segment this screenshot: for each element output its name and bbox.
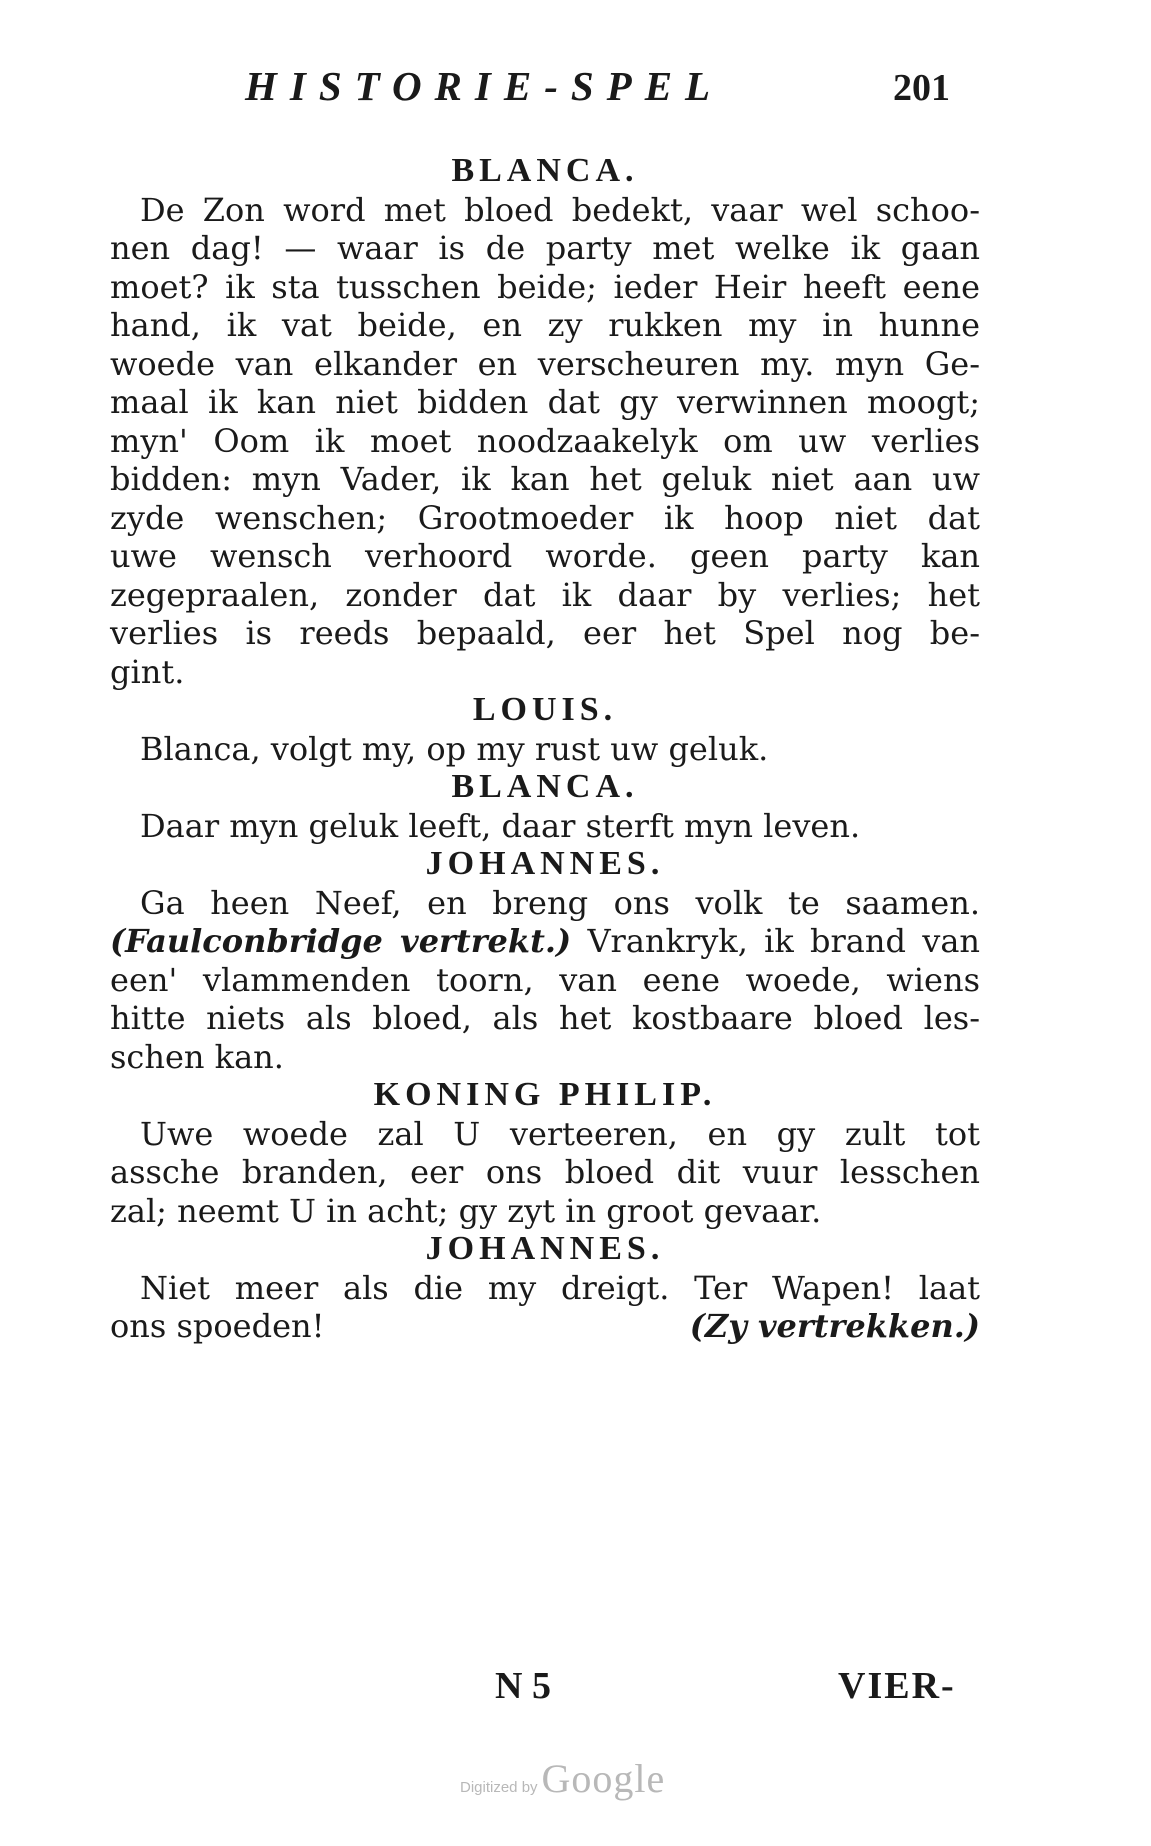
catchword: VIER- [838,1665,956,1707]
signature-mark: N 5 [495,1665,551,1707]
watermark-logo: Google [541,1756,666,1801]
running-title: HISTORIE-SPEL [245,63,724,109]
text-line: Niet meer als die my dreigt. Ter Wapen! laat [140,1268,980,1307]
text-fragment: ons spoeden! [110,1307,325,1345]
text-line: woede van elkander en verscheuren my. myn Ge- [110,344,980,383]
watermark-prefix: Digitized by [460,1779,538,1796]
text-line: moet? ik sta tusschen beide; ieder Heir heeft eene [110,267,980,306]
text-line: zal; neemt U in acht; gy zyt in groot gevaar. [110,1191,822,1230]
speaker-heading: JOHANNES. [425,845,665,882]
text-line: hand, ik vat beide, en zy rukken my in hunne [110,306,980,344]
text-line: Uwe woede zal U verteeren, en gy zult tot [140,1114,980,1153]
text-line: verlies is reeds bepaald, eer het Spel nog be- [110,614,980,652]
speaker-heading: KONING PHILIP. [373,1076,717,1113]
text-line: Blanca, volgt my, op my rust uw geluk. [140,729,769,768]
text-line: De Zon word met bloed bedekt, vaar wel schoo- [140,190,980,229]
text-line: een' vlammenden toorn, van eene woede, wiens [110,960,980,999]
text-line: Ga heen Neef, en breng ons volk te saamen. [140,883,980,922]
speaker-heading: BLANCA. [451,768,639,805]
text-line [110,1307,980,1346]
text-line: bidden: myn Vader, ik kan het geluk niet aan uw [110,460,980,498]
digitization-watermark [460,1755,665,1802]
text-line: zyde wenschen; Grootmoeder ik hoop niet dat [110,498,980,537]
page-number: 201 [893,67,950,109]
stage-direction: (Zy vertrekken.) [689,1307,980,1345]
text-line [110,922,980,961]
speaker-heading: BLANCA. [451,152,639,189]
text-line: uwe wensch verhoord worde. geen party kan [110,537,980,575]
text-line: hitte niets als bloed, als het kostbaare bloed les- [110,999,980,1037]
speaker-heading: JOHANNES. [425,1230,665,1267]
stage-direction: (Faulconbridge vertrekt.) [110,922,572,960]
page-header [120,62,970,122]
text-fragment: Vrankryk, ik brand van [587,922,981,960]
play-text [110,152,980,1346]
text-line: zegepraalen, zonder dat ik daar by verlies; het [110,575,980,614]
text-line: schen kan. [110,1037,284,1076]
text-line: maal ik kan niet bidden dat gy verwinnen moogt; [110,383,980,421]
text-line: Daar myn geluk leeft, daar sterft myn leven. [140,806,861,845]
text-line: assche branden, eer ons bloed dit vuur lesschen [110,1153,980,1191]
text-line: gint. [110,652,185,691]
text-line: nen dag! — waar is de party met welke ik gaan [110,229,980,267]
speaker-heading: LOUIS. [472,691,618,728]
text-line: myn' Oom ik moet noodzaakelyk om uw verlies [110,421,980,460]
page-footer [0,1664,1151,1714]
